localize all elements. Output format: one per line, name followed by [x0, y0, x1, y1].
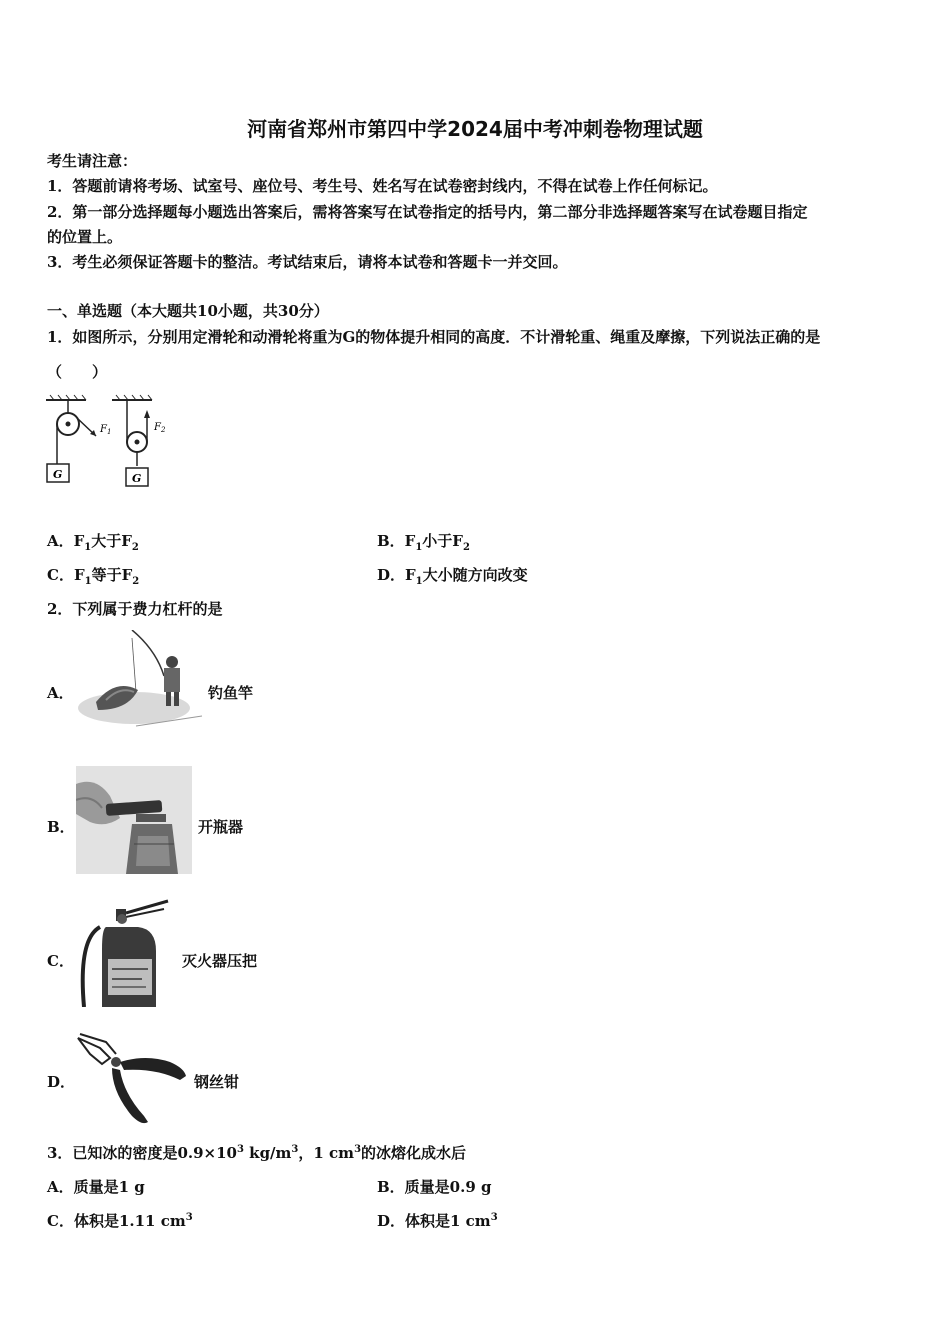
svg-text:G: G: [132, 472, 142, 485]
notice-item-3: 3．考生必须保证答题卡的整洁。考试结束后，请将本试卷和答题卡一并交回。: [47, 253, 568, 271]
page-title: 河南省郑州市第四中学2024届中考冲刺卷物理试题: [247, 117, 703, 141]
notice-item-2: 2．第一部分选择题每小题选出答案后，需将答案写在试卷指定的括号内，第二部分非选择题答案写在试卷题目指定: [47, 203, 808, 221]
q2-option-a-letter: A．: [47, 684, 74, 702]
f1-label: $F_1$: [100, 424, 112, 436]
q2-option-c-letter: C．: [47, 952, 74, 970]
q3-option-b: B．质量是0.9 g: [377, 1178, 492, 1196]
section-heading: 一、单选题（本大题共10小题，共30分）: [47, 302, 329, 320]
q3-option-d: D．体积是1 $cm^3$: [377, 1212, 498, 1230]
q2-option-a-text: 钓鱼竿: [208, 684, 254, 702]
q2-stem: 2．下列属于费力杠杆的是: [47, 600, 223, 618]
notice-item-2-cont: 的位置上。: [47, 228, 123, 246]
q2-option-c-text: 灭火器压把: [182, 952, 258, 970]
q1-stem: 1．如图所示，分别用定滑轮和动滑轮将重为G的物体提升相同的高度．不计滑轮重、绳重及摩擦，下列说法正确的是: [47, 328, 821, 346]
q3-option-c: C．体积是1.11 $cm^3$: [47, 1212, 193, 1230]
pliers-image: [76, 1032, 190, 1128]
q1-option-a: A．$F_1$大于$F_2$: [47, 532, 139, 553]
q3-option-a: A．质量是1 g: [47, 1178, 145, 1196]
q2-option-d-letter: D．: [47, 1073, 76, 1091]
q1-option-c: C．$F_1$等于$F_2$: [47, 566, 140, 587]
q2-option-b-text: 开瓶器: [198, 818, 244, 836]
q1-option-d: D．$F_1$大小随方向改变: [377, 566, 528, 587]
f2-label: $F_2$: [154, 422, 166, 434]
pulley-figure: [44, 394, 178, 494]
q1-paren: （ ）: [47, 363, 108, 381]
svg-text:G: G: [53, 468, 63, 481]
pulley-diagram: [44, 394, 178, 494]
fire-extinguisher-image: [76, 899, 176, 1007]
bottle-opener-image: [76, 766, 192, 874]
notice-heading: 考生请注意：: [47, 152, 138, 170]
q3-stem: 3．已知冰的密度是$0.9\times 10^3$ $kg/m^3$，1 $cm^3$的冰熔化成水后: [47, 1144, 467, 1162]
fishing-rod-image: [76, 630, 204, 732]
notice-item-1: 1．答题前请将考场、试室号、座位号、考生号、姓名写在试卷密封线内，不得在试卷上作任何标记。: [47, 177, 718, 195]
q2-option-b-letter: B．: [47, 818, 75, 836]
q1-option-b: B．$F_1$小于$F_2$: [377, 532, 470, 553]
q2-option-d-text: 钢丝钳: [194, 1073, 240, 1091]
